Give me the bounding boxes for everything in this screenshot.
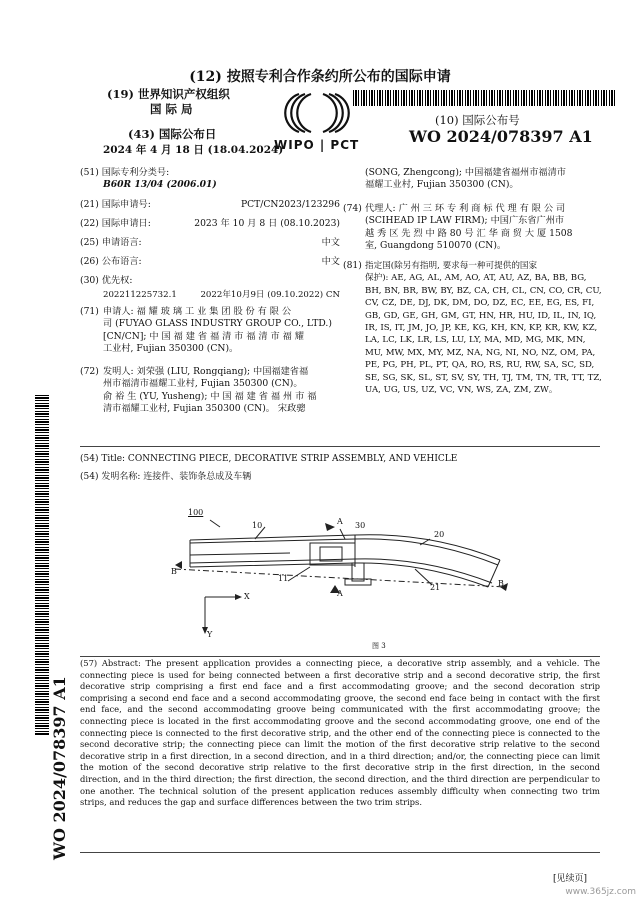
continued-note: [见续页] [553,874,588,884]
axis-x-label: X [244,592,250,601]
field-number: (21) [80,199,99,210]
applicant-line: [CN/CN]; 中 国 福 建 省 福 清 市 福 清 市 福 耀 [103,330,304,342]
inventor-line: 俞 裕 生 (YU, Yusheng); 中 国 福 建 省 福 州 市 福 [103,390,317,402]
field-number: (74) [343,203,362,214]
watermark-text: www.365jz.com [565,887,636,897]
wipo-logo [272,88,362,154]
title-chinese: (54) 发明名称: 连接件、装饰条总成及车辆 [80,472,252,482]
field-22 [80,218,350,237]
field-number: (30) [80,275,99,286]
field-25 [80,237,350,256]
publication-date-value: 2024 年 4 月 18 日 (18.04.2024) [103,144,284,156]
organization-bureau: 国 际 局 [150,102,193,116]
field-81 [343,260,603,396]
field-number: (26) [80,256,99,267]
inventor-continuation [343,167,603,203]
label-b-left: B [171,567,177,576]
ref-21: 21 [430,583,441,592]
designated-line: SE, SG, SK, SL, ST, SV, SY, TH, TJ, TM, TN, TR, TT, TZ, [365,372,602,383]
side-barcode [35,395,49,735]
ref-30: 30 [355,521,366,530]
field-26 [80,256,350,275]
x-axis-arrow-icon [235,594,242,600]
separator-abstract [80,656,600,657]
inventor-line: 州市福清市福耀工业村, Fujian 350300 (CN)。 [103,378,303,390]
designated-line: PE, PG, PH, PL, PT, QA, RO, RS, RU, RW, SA, SC, SD, [365,360,595,371]
designated-line: GB, GD, GE, GH, GM, GT, HN, HR, HU, ID, IL, IN, IQ, [365,310,597,321]
arrow-a-top-icon [325,523,335,531]
ipc-classification: B60R 13/04 (2006.01) [103,179,217,190]
designated-line: CV, CZ, DE, DJ, DK, DM, DO, DZ, EC, EE, EG, ES, FI, [365,298,595,309]
field-label: 优先权: [101,275,133,286]
field-72 [80,366,350,426]
applicant-line: 工业村, Fujian 350300 (CN)。 [103,343,239,355]
wipo-pct-text: WIPO | PCT [274,138,360,152]
designated-line: 指定国(除另有指明, 要求每一种可提供的国家 [365,261,538,271]
designated-line: LA, LC, LK, LR, LS, LU, LY, MA, MD, MG, MK, MN, [365,335,586,346]
field-number: (25) [80,237,99,248]
agent-line: 代理人: 广 州 三 环 专 利 商 标 代 理 有 限 公 司 [365,203,566,214]
field-label: 国际专利分类号: [101,167,170,178]
inventor-line: 发明人: 刘荣强 (LIU, Rongqiang); 中国福建省福 [103,366,309,377]
agent-line: 室, Guangdong 510070 (CN)。 [365,240,507,252]
publication-barcode [353,90,615,106]
field-51 [80,167,350,179]
ref-20: 20 [434,530,445,539]
field-71 [80,306,350,366]
filing-date: 2023 年 10 月 8 日 (08.10.2023) [194,218,340,229]
right-column [343,167,603,396]
label-a-bottom: A [337,589,343,598]
field-label: 国际申请日: [101,218,151,229]
abstract-text: (57) Abstract: The present application provides a connecting piece, a decorative strip assembly, and a vehicle. The connecting piece is used for being connected between a first decorative strip and a second decorative strip, the first decorative strip comprising a first end face and a first accommodating groove; and the second decoration strip comprising a second end face and a second accommodating groove, the second end face being in contact with the first end face, and the second accommodating groove being communicated with the first accommodating groove; the connecting piece is located in the first accommodating groove and the second accommodating groove, one end of the connecting piece is connected to the first decorative strip, and the other end of the connecting piece is connected to the second decorative strip; the connecting piece can limit the motion of the first decorative strip relative to the second decorative strip in a first direction, in a second direction, and in a third direction; and/or, the connecting piece can limit the motion of the second decorative strip relative to the first decorative strip in the first direction, in the second direction, and in the third direction; the first direction, the second direction, and the third direction are perpendicular to one another. The technical solution of the present application reduces assembly difficulty when connecting two trim strips, and reduces the gap and surface differences between the two trim strips. [80,658,600,808]
field-number: (51) [80,167,99,178]
title-english: (54) Title: CONNECTING PIECE, DECORATIVE STRIP ASSEMBLY, AND VEHICLE [80,454,458,464]
publication-number-label: (10) 国际公布号 [435,113,520,127]
priority-date: 2022年10月9日 (09.10.2022) CN [200,290,340,300]
field-74 [343,203,603,260]
figure-caption: 图 3 [372,642,386,650]
designated-line: 保护): AE, AG, AL, AM, AO, AT, AU, AZ, BA, BB, BG, [365,273,587,284]
agent-line: 越 秀 区 先 烈 中 路 80 号 汇 华 商 贸 大 厦 1508 [365,227,573,239]
field-number: (71) [80,306,99,317]
ref-100: 100 [188,508,204,517]
label-a-top: A [337,517,343,526]
wipo-emblem-icon [272,88,362,138]
designated-line: UA, UG, US, UZ, VC, VN, WS, ZA, ZM, ZW。 [365,385,558,396]
strip-lower-edge [190,559,492,583]
publication-language: 中文 [321,256,340,267]
filing-language: 中文 [321,237,340,248]
field-30 [80,275,350,289]
side-publication-number: WO 2024/078397 A1 [50,676,69,860]
clip-stem [352,563,364,581]
left-column [80,167,350,426]
agent-line: (SCIHEAD IP LAW FIRM); 中国广东省广州市 [365,215,565,227]
field-21 [80,199,350,218]
application-number: PCT/CN2023/123296 [240,199,340,210]
separator-top [80,446,600,447]
field-label: 申请语言: [101,237,142,248]
priority-entry [80,289,350,306]
ref-10: 10 [252,521,263,530]
figure-3-drawing [170,505,520,655]
inventor-line: (SONG, Zhengcong); 中国福建省福州市福清市 [365,167,566,178]
organization-name: (19) 世界知识产权组织 [107,87,230,101]
publication-number-value: WO 2024/078397 A1 [409,127,593,146]
document-type-title: (12) 按照专利合作条约所公布的国际申请 [189,69,451,85]
field-label: 公布语言: [101,256,142,267]
inventor-line: 清市福耀工业村, Fujian 350300 (CN)。 宋政骢 [103,403,306,415]
publication-date-label: (43) 国际公布日 [128,127,217,141]
strip-mid-line [190,553,290,555]
designated-line: IR, IS, IT, JM, JO, JP, KE, KG, KH, KN, KP, KR, KW, KZ, [365,323,598,334]
ref-11: 11 [278,574,289,583]
separator-bottom [80,852,600,853]
field-number: (22) [80,218,99,229]
designated-line: BH, BN, BR, BW, BY, BZ, CA, CH, CL, CN, CO, CR, CU, [365,285,602,296]
field-number: (81) [343,260,362,271]
field-label: 国际申请号: [101,199,151,210]
applicant-line: 申请人: 福 耀 玻 璃 工 业 集 团 股 份 有 限 公 [103,306,292,317]
priority-number: 202211225732.1 [103,290,177,300]
applicant-line: 司 (FUYAO GLASS INDUSTRY GROUP CO., LTD.) [103,318,332,330]
field-number: (72) [80,366,99,377]
inventor-line: 福耀工业村, Fujian 350300 (CN)。 [365,179,519,191]
connector-body [310,543,355,565]
designated-line: MU, MW, MX, MY, MZ, NA, NG, NI, NO, NZ, OM, PA, [365,347,596,358]
axis-y-label: Y [207,630,213,639]
label-b-right: B [498,579,504,588]
